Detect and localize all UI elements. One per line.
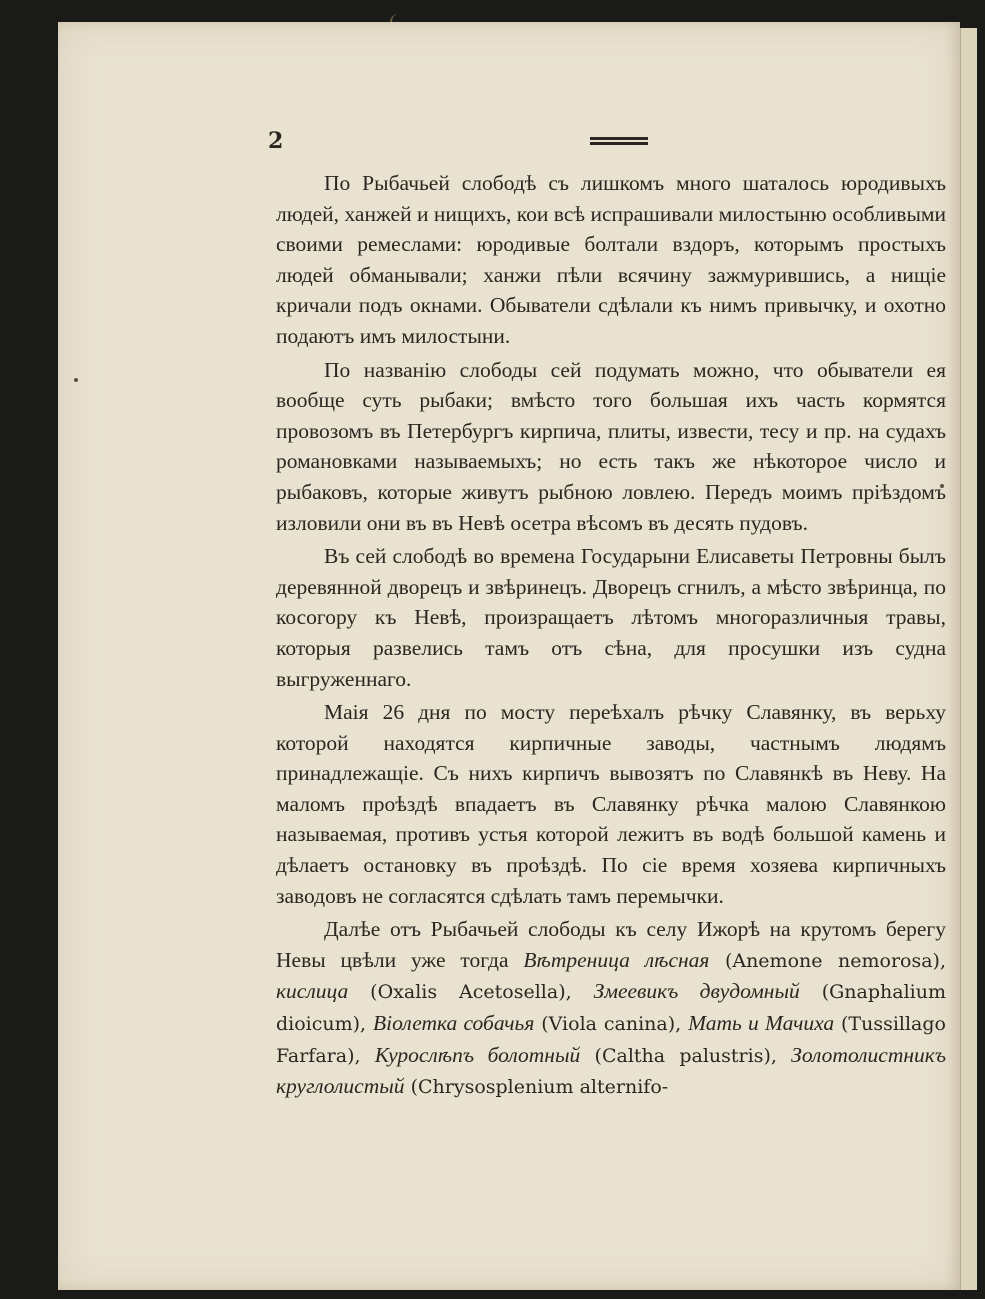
plant-name-russian: кислица [276,979,349,1004]
page-number: 2 [268,128,284,154]
header-rule-ornament [590,137,648,149]
plant-name-russian: Віолетка собачья [373,1011,535,1036]
paragraph-lead: Далѣе отъ Рыбачьей слободы къ селу Ижорѣ на крутомъ берегу Невы цвѣли уже тогда [276,917,946,972]
body-text [276,168,946,1106]
plant-name-russian: Курослѣпъ болотный [374,1042,581,1067]
paragraph: По названію слободы сей подумать можно, что обыватели ея вообще суть рыбаки; вмѣсто того большая ихъ часть кормятся провозомъ въ Петербургъ кирпича, плиты, извести, тесу и пр. на судахъ романовками называемыхъ; но есть такъ же нѣкоторое число и рыбаковъ, которые живутъ рыбною ловлею. Передъ моимъ пріѣздомъ изловили они въ въ Невѣ осетра вѣсомъ въ десять пудовъ. [276,357,946,535]
plant-name-latin: (Anemone nemorosa), [709,949,947,972]
paragraph-plant-list [276,914,946,1103]
paragraph: Въ сей слободѣ во времена Государыни Елисаветы Петровны былъ деревянной дворецъ и звѣринецъ. Дворецъ сгнилъ, а мѣсто звѣринца, по косогору къ Невѣ, произращаетъ лѣтомъ многоразличныя травы, которыя развелись тамъ отъ сѣна, для просушки изъ судна выгруженнаго. [276,544,946,691]
plant-name-russian: Золотолистникъ круглолистый [276,1042,946,1099]
paragraph: По Рыбачьей слободѣ съ лишкомъ много шаталось юродивыхъ людей, ханжей и нищихъ, кои всѣ испрашивали милостыню особливыми своими ремеслами: юродивые болтали вздоръ, которымъ простыхъ людей обманывали; ханжи пѣли всячину зажмурившись, а нищіе кричали подъ окнами. Обыватели сдѣлали къ нимъ привычку, и охотно подаютъ имъ милостыни. [276,171,946,348]
plant-name-latin: (Tussillago Farfara), [276,1013,946,1067]
next-page-edge [960,28,977,1290]
plant-name-latin: (Oxalis Acetosella), [348,981,594,1004]
paragraph: Маія 26 дня по мосту переѣхалъ рѣчку Славянку, въ верьху которой находятся кирпичные заводы, частнымъ людямъ принадлежащіе. Съ нихъ кирпичъ вывозятъ по Славянкѣ въ Неву. На маломъ проѣздѣ впадаетъ въ Славянку рѣчка малою Славянкою называемая, противъ устья которой лежитъ въ водѣ большой камень и дѣлаетъ остановку въ проѣздѣ. По сіе время хозяева кирпичныхъ заводовъ не согласятся сдѣлать тамъ перемычки. [276,700,946,908]
plant-name-latin: (Viola canina), [534,1013,689,1036]
plant-name-russian: Вѣтреница лѣсная [523,947,710,972]
plant-name-latin: (Caltha palustris), [580,1044,792,1067]
paper-speck [74,378,78,382]
plant-name-russian: Змеевикъ двудомный [593,979,800,1004]
plant-name-latin: (Chrysosplenium alternifo- [404,1076,669,1099]
plant-name-latin: (Gnaphalium dioicum), [276,981,947,1036]
plant-name-russian: Мать и Мачиха [688,1011,835,1036]
